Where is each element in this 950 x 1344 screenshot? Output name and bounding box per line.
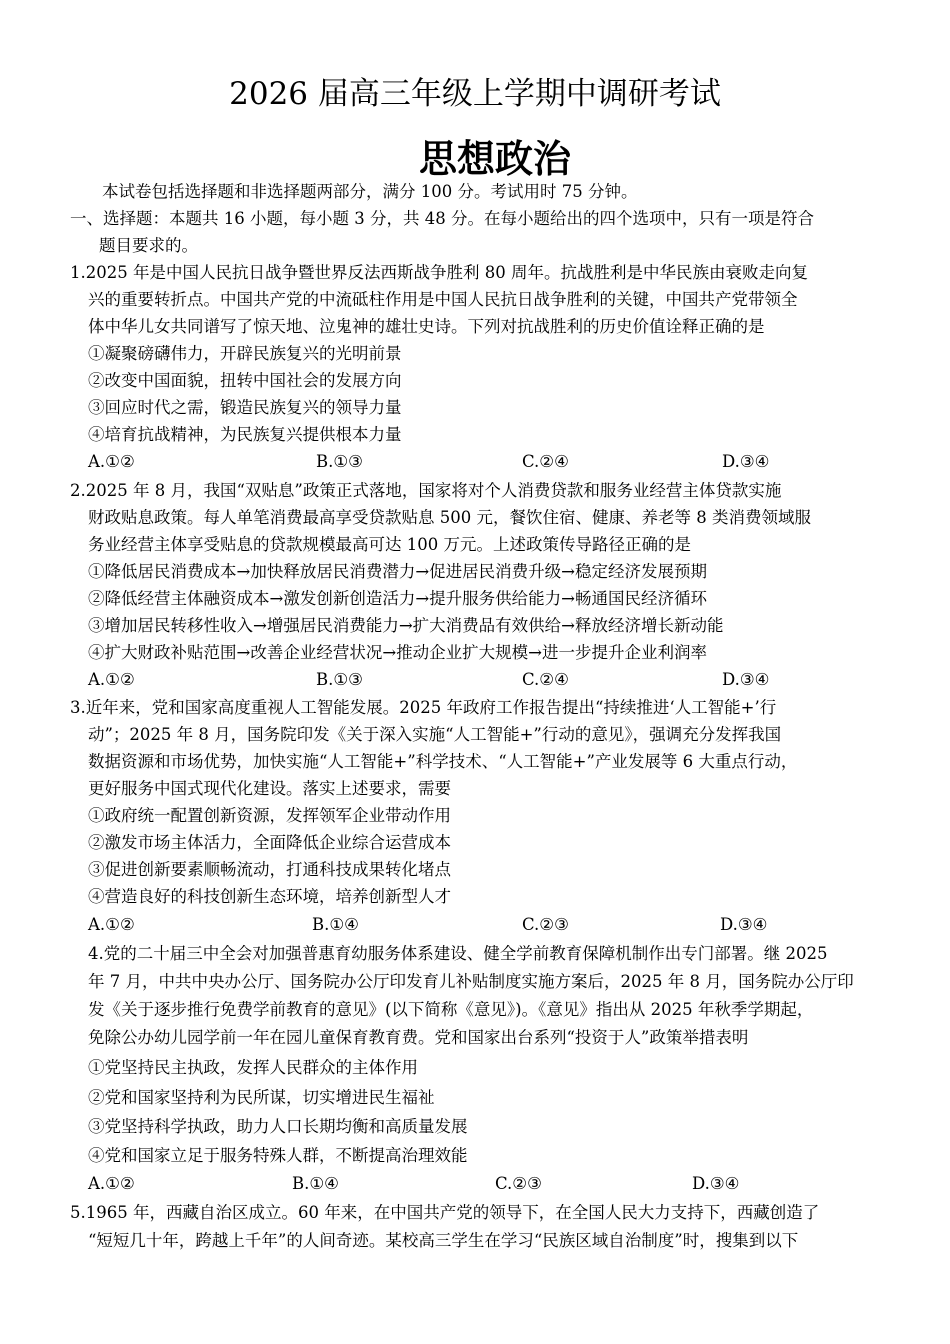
exam-intro: 本试卷包括选择题和非选择题两部分，满分 100 分。考试用时 75 分钟。 xyxy=(102,182,638,201)
question-stem-line: 年 7 月，中共中央办公厅、国务院办公厅印发育儿补贴制度实施方案后，2025 年 8 月，国务院办公厅印 xyxy=(88,972,854,991)
question-item: ①降低居民消费成本→加快释放居民消费潜力→促进居民消费升级→稳定经济发展预期 xyxy=(88,562,707,581)
option-a[interactable]: A.①② xyxy=(88,452,135,471)
option-d[interactable]: D.③④ xyxy=(722,670,770,689)
question-stem-line: 3.近年来，党和国家高度重视人工智能发展。2025 年政府工作报告提出“持续推进‘人工智能+’行 xyxy=(70,698,777,717)
question-item: ④营造良好的科技创新生态环境，培养创新型人才 xyxy=(88,887,451,906)
option-b[interactable]: B.①③ xyxy=(316,670,363,689)
question-item: ④扩大财政补贴范围→改善企业经营状况→推动企业扩大规模→进一步提升企业利润率 xyxy=(88,643,707,662)
option-a[interactable]: A.①② xyxy=(88,1174,135,1193)
section-heading: 一、选择题：本题共 16 小题，每小题 3 分，共 48 分。在每小题给出的四个选项中，只有一项是符合 xyxy=(70,209,814,228)
question-stem-line: 数据资源和市场优势，加快实施“人工智能+”科学技术、“人工智能+”产业发展等 6 大重点行动， xyxy=(88,752,798,771)
exam-title: 2026 届高三年级上学期中调研考试 xyxy=(229,76,721,112)
question-stem-line: 务业经营主体享受贴息的贷款规模最高可达 100 万元。上述政策传导路径正确的是 xyxy=(88,535,691,554)
question-item: ③促进创新要素顺畅流动，打通科技成果转化堵点 xyxy=(88,860,451,879)
question-item: ③增加居民转移性收入→增强居民消费能力→扩大消费品有效供给→释放经济增长新动能 xyxy=(88,616,724,635)
question-stem-line: 1.2025 年是中国人民抗日战争暨世界反法西斯战争胜利 80 周年。抗战胜利是中华民族由衰败走向复 xyxy=(70,263,808,282)
question-stem-line: 5.1965 年，西藏自治区成立。60 年来，在中国共产党的领导下，在全国人民大力支持下，西藏创造了 xyxy=(70,1203,820,1222)
question-stem-line: 体中华儿女共同谱写了惊天地、泣鬼神的雄壮史诗。下列对抗战胜利的历史价值诠释正确的是 xyxy=(88,317,765,336)
question-item: ②改变中国面貌，扭转中国社会的发展方向 xyxy=(88,371,402,390)
option-b[interactable]: B.①③ xyxy=(316,452,363,471)
question-stem-line: 更好服务中国式现代化建设。落实上述要求，需要 xyxy=(88,779,451,798)
question-stem-line: 4.党的二十届三中全会对加强普惠育幼服务体系建设、健全学前教育保障机制作出专门部署。继 2025 xyxy=(88,944,828,963)
question-item: ①凝聚磅礴伟力，开辟民族复兴的光明前景 xyxy=(88,344,402,363)
option-c[interactable]: C.②④ xyxy=(522,452,569,471)
option-a[interactable]: A.①② xyxy=(88,670,135,689)
option-a[interactable]: A.①② xyxy=(88,915,135,934)
option-d[interactable]: D.③④ xyxy=(692,1174,740,1193)
question-item: ①党坚持民主执政，发挥人民群众的主体作用 xyxy=(88,1058,418,1077)
question-stem-line: 2.2025 年 8 月，我国“双贴息”政策正式落地，国家将对个人消费贷款和服务业经营主体贷款实施 xyxy=(70,481,782,500)
question-item: ③回应时代之需，锻造民族复兴的领导力量 xyxy=(88,398,402,417)
option-c[interactable]: C.②④ xyxy=(522,670,569,689)
question-stem-line: 免除公办幼儿园学前一年在园儿童保育教育费。党和国家出台系列“投资于人”政策举措表明 xyxy=(88,1028,749,1047)
question-item: ④培育抗战精神，为民族复兴提供根本力量 xyxy=(88,425,402,444)
question-stem-line: “短短几十年，跨越上千年”的人间奇迹。某校高三学生在学习“民族区域自治制度”时，搜集到以下 xyxy=(88,1231,799,1250)
question-stem-line: 动”；2025 年 8 月，国务院印发《关于深入实施“人工智能+”行动的意见》，强调充分发挥我国 xyxy=(88,725,782,744)
question-item: ①政府统一配置创新资源，发挥领军企业带动作用 xyxy=(88,806,451,825)
question-item: ④党和国家立足于服务特殊人群，不断提高治理效能 xyxy=(88,1146,468,1165)
option-d[interactable]: D.③④ xyxy=(722,452,770,471)
question-item: ②激发市场主体活力，全面降低企业综合运营成本 xyxy=(88,833,451,852)
question-stem-line: 财政贴息政策。每人单笔消费最高享受贷款贴息 500 元，餐饮住宿、健康、养老等 8 类消费领域服 xyxy=(88,508,811,527)
question-stem-line: 发《关于逐步推行免费学前教育的意见》(以下简称《意见》)。《意见》指出从 2025 年秋季学期起， xyxy=(88,1000,814,1019)
option-b[interactable]: B.①④ xyxy=(292,1174,339,1193)
question-item: ②党和国家坚持利为民所谋，切实增进民生福祉 xyxy=(88,1088,435,1107)
question-item: ②降低经营主体融资成本→激发创新创造活力→提升服务供给能力→畅通国民经济循环 xyxy=(88,589,707,608)
question-stem-line: 兴的重要转折点。中国共产党的中流砥柱作用是中国人民抗日战争胜利的关键，中国共产党带领全 xyxy=(88,290,798,309)
option-b[interactable]: B.①④ xyxy=(312,915,359,934)
question-item: ③党坚持科学执政，助力人口长期均衡和高质量发展 xyxy=(88,1117,468,1136)
section-heading-cont: 题目要求的。 xyxy=(99,236,198,255)
option-d[interactable]: D.③④ xyxy=(720,915,768,934)
subject-title: 思想政治 xyxy=(418,137,571,181)
option-c[interactable]: C.②③ xyxy=(495,1174,542,1193)
option-c[interactable]: C.②③ xyxy=(522,915,569,934)
